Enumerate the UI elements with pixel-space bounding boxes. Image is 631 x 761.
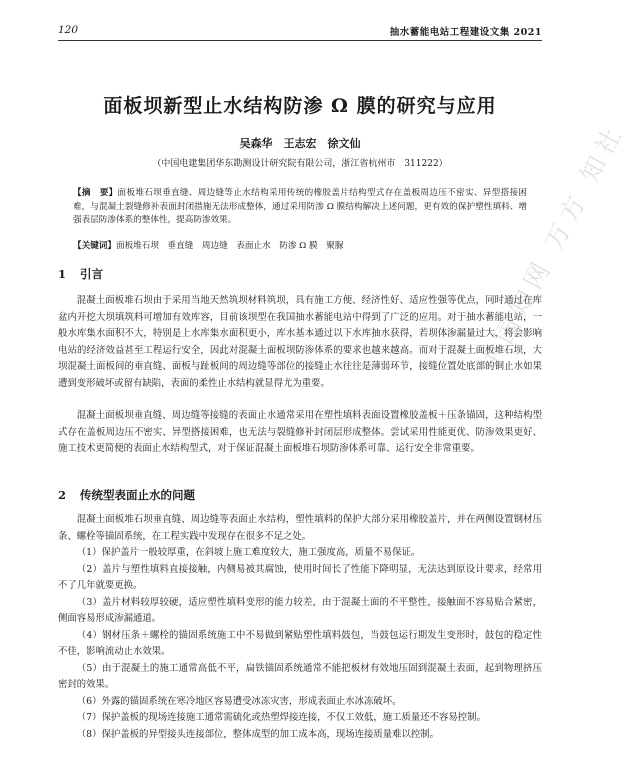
header-rule (58, 40, 542, 41)
abstract-text: 面板堆石坝垂直缝、周边缝等止水结构采用传统的橡胶盖片结构型式存在盖板周边压不密实、异型搭接困难，与混凝土裂缝修补表面封闭措施无法形成整体，通过采用防渗 Ω 膜结构解决上述问题，更有效的保护塑性填料、增强表层防渗体系的整体性，提高防渗效果。 (73, 188, 527, 226)
abstract (73, 187, 527, 228)
section-1-number: 1 (58, 267, 67, 281)
list-item: （7）保护盖板的现场连接施工通常需硫化或热塑焊接连接，不仅工效低，施工质量还不容易控制。 (76, 712, 486, 723)
section-1-paragraph: 混凝土面板堆石坝由于采用当地天然筑坝材料筑坝，具有施工方便、经济性好、适应性强等优点，同时通过在库盆内开挖大坝填筑料可增加有效库容，目前该坝型在我国抽水蓄能电站中得到了广泛的应用。对于抽水蓄能电站，一般水库集水面积不大，特别是上水库集水面积更小，库水基本通过以下水库抽水获得，若坝体渗漏量过大，将会影响电站的经济效益甚至工程运行安全，因此对混凝土面板坝防渗体系的要求也越来越高。而对于混凝土面板堆石坝，大坝混凝土面板间的垂直缝、面板与趾板间的周边缝等部位的接缝止水往往是薄弱环节，接缝位置处底部的铜止水如果遭到变形破坏或留有缺陷，表面的柔性止水结构就显得尤为重要。 (58, 295, 542, 389)
list-item: （2）盖片与塑性填料直接接触，内侧易被其腐蚀，使用时间长了性能下降明显，无法达到原设计要求，经常用不了几年就要更换。 (58, 563, 542, 591)
article-title: 面板坝新型止水结构防渗 Ω 膜的研究与应用 (103, 95, 497, 117)
keywords-text: 面板堆石坝 垂直缝 周边缝 表面止水 防渗 Ω 膜 聚脲 (115, 241, 344, 251)
list-item: （4）钢材压条＋螺栓的锚固系统施工中不易做到紧贴塑性填料鼓包，当鼓包运行期发生变形时，鼓包的稳定性不佳，影响流动止水效果。 (58, 629, 542, 657)
problem-list (58, 545, 542, 743)
running-header (58, 22, 542, 38)
list-item: （1）保护盖片一般较厚重，在斜坡上施工难度较大，施工强度高，质量不易保证。 (76, 547, 421, 558)
list-item: （6）外露的锚固系统在寒冷地区容易遭受冰冻灾害，形成表面止水冰冻破坏。 (76, 695, 402, 707)
abstract-label: 【摘 要】 (73, 188, 118, 198)
section-1-heading (58, 266, 103, 282)
list-item: （8）保护盖板的异型接头连接部位，整体成型的加工成本高，现场连接质量难以控制。 (76, 728, 440, 740)
keywords-label: 【关键词】 (73, 241, 116, 251)
section-2-number: 2 (58, 488, 67, 502)
page-number: 120 (58, 24, 79, 36)
watermark: 中国知网 万方 知社 (474, 118, 630, 376)
affiliation: （中国电建集团华东勘测设计研究院有限公司，浙江省杭州市 311222） (152, 159, 448, 169)
list-item: （5）由于混凝土的施工通常高低不平，扁铁锚固系统通常不能把板材有效地压固到混凝土表面，起到物理挤压密封的效果。 (58, 662, 542, 690)
section-2-title: 传统型表面止水的问题 (80, 488, 195, 502)
authors: 吴森华 王志宏 徐文仙 (239, 137, 361, 150)
journal-title: 抽水蓄能电站工程建设文集 2021 (389, 27, 542, 38)
section-2-intro: 混凝土面板堆石坝垂直缝、周边缝等表面止水结构，塑性填料的保护大部分采用橡胶盖片，并在两侧设置钢材压条、螺栓等锚固系统，在工程实践中发现存在很多不足之处。 (58, 514, 542, 542)
keywords (73, 240, 527, 254)
section-1-paragraph: 混凝土面板坝垂直缝、周边缝等接缝的表面止水通常采用在塑性填料表面设置橡胶盖板＋压条锚固，这种结构型式存在盖板周边压不密实、异型搭接困难，也无法与裂缝修补封闭层形成整体。尝试采用性能更优、防渗效果更好、施工技术更简便的表面止水结构型式，对于保证混凝土面板堆石坝防渗体系可靠、运行安全非常重要。 (58, 410, 542, 454)
list-item: （3）盖片材料较厚较硬，适应塑性填料变形的能力较差，由于混凝土面的不平整性，接触面不容易贴合紧密，侧面容易形成渗漏通道。 (58, 596, 542, 624)
section-2-heading (58, 487, 195, 503)
section-1-title: 引言 (80, 267, 103, 281)
